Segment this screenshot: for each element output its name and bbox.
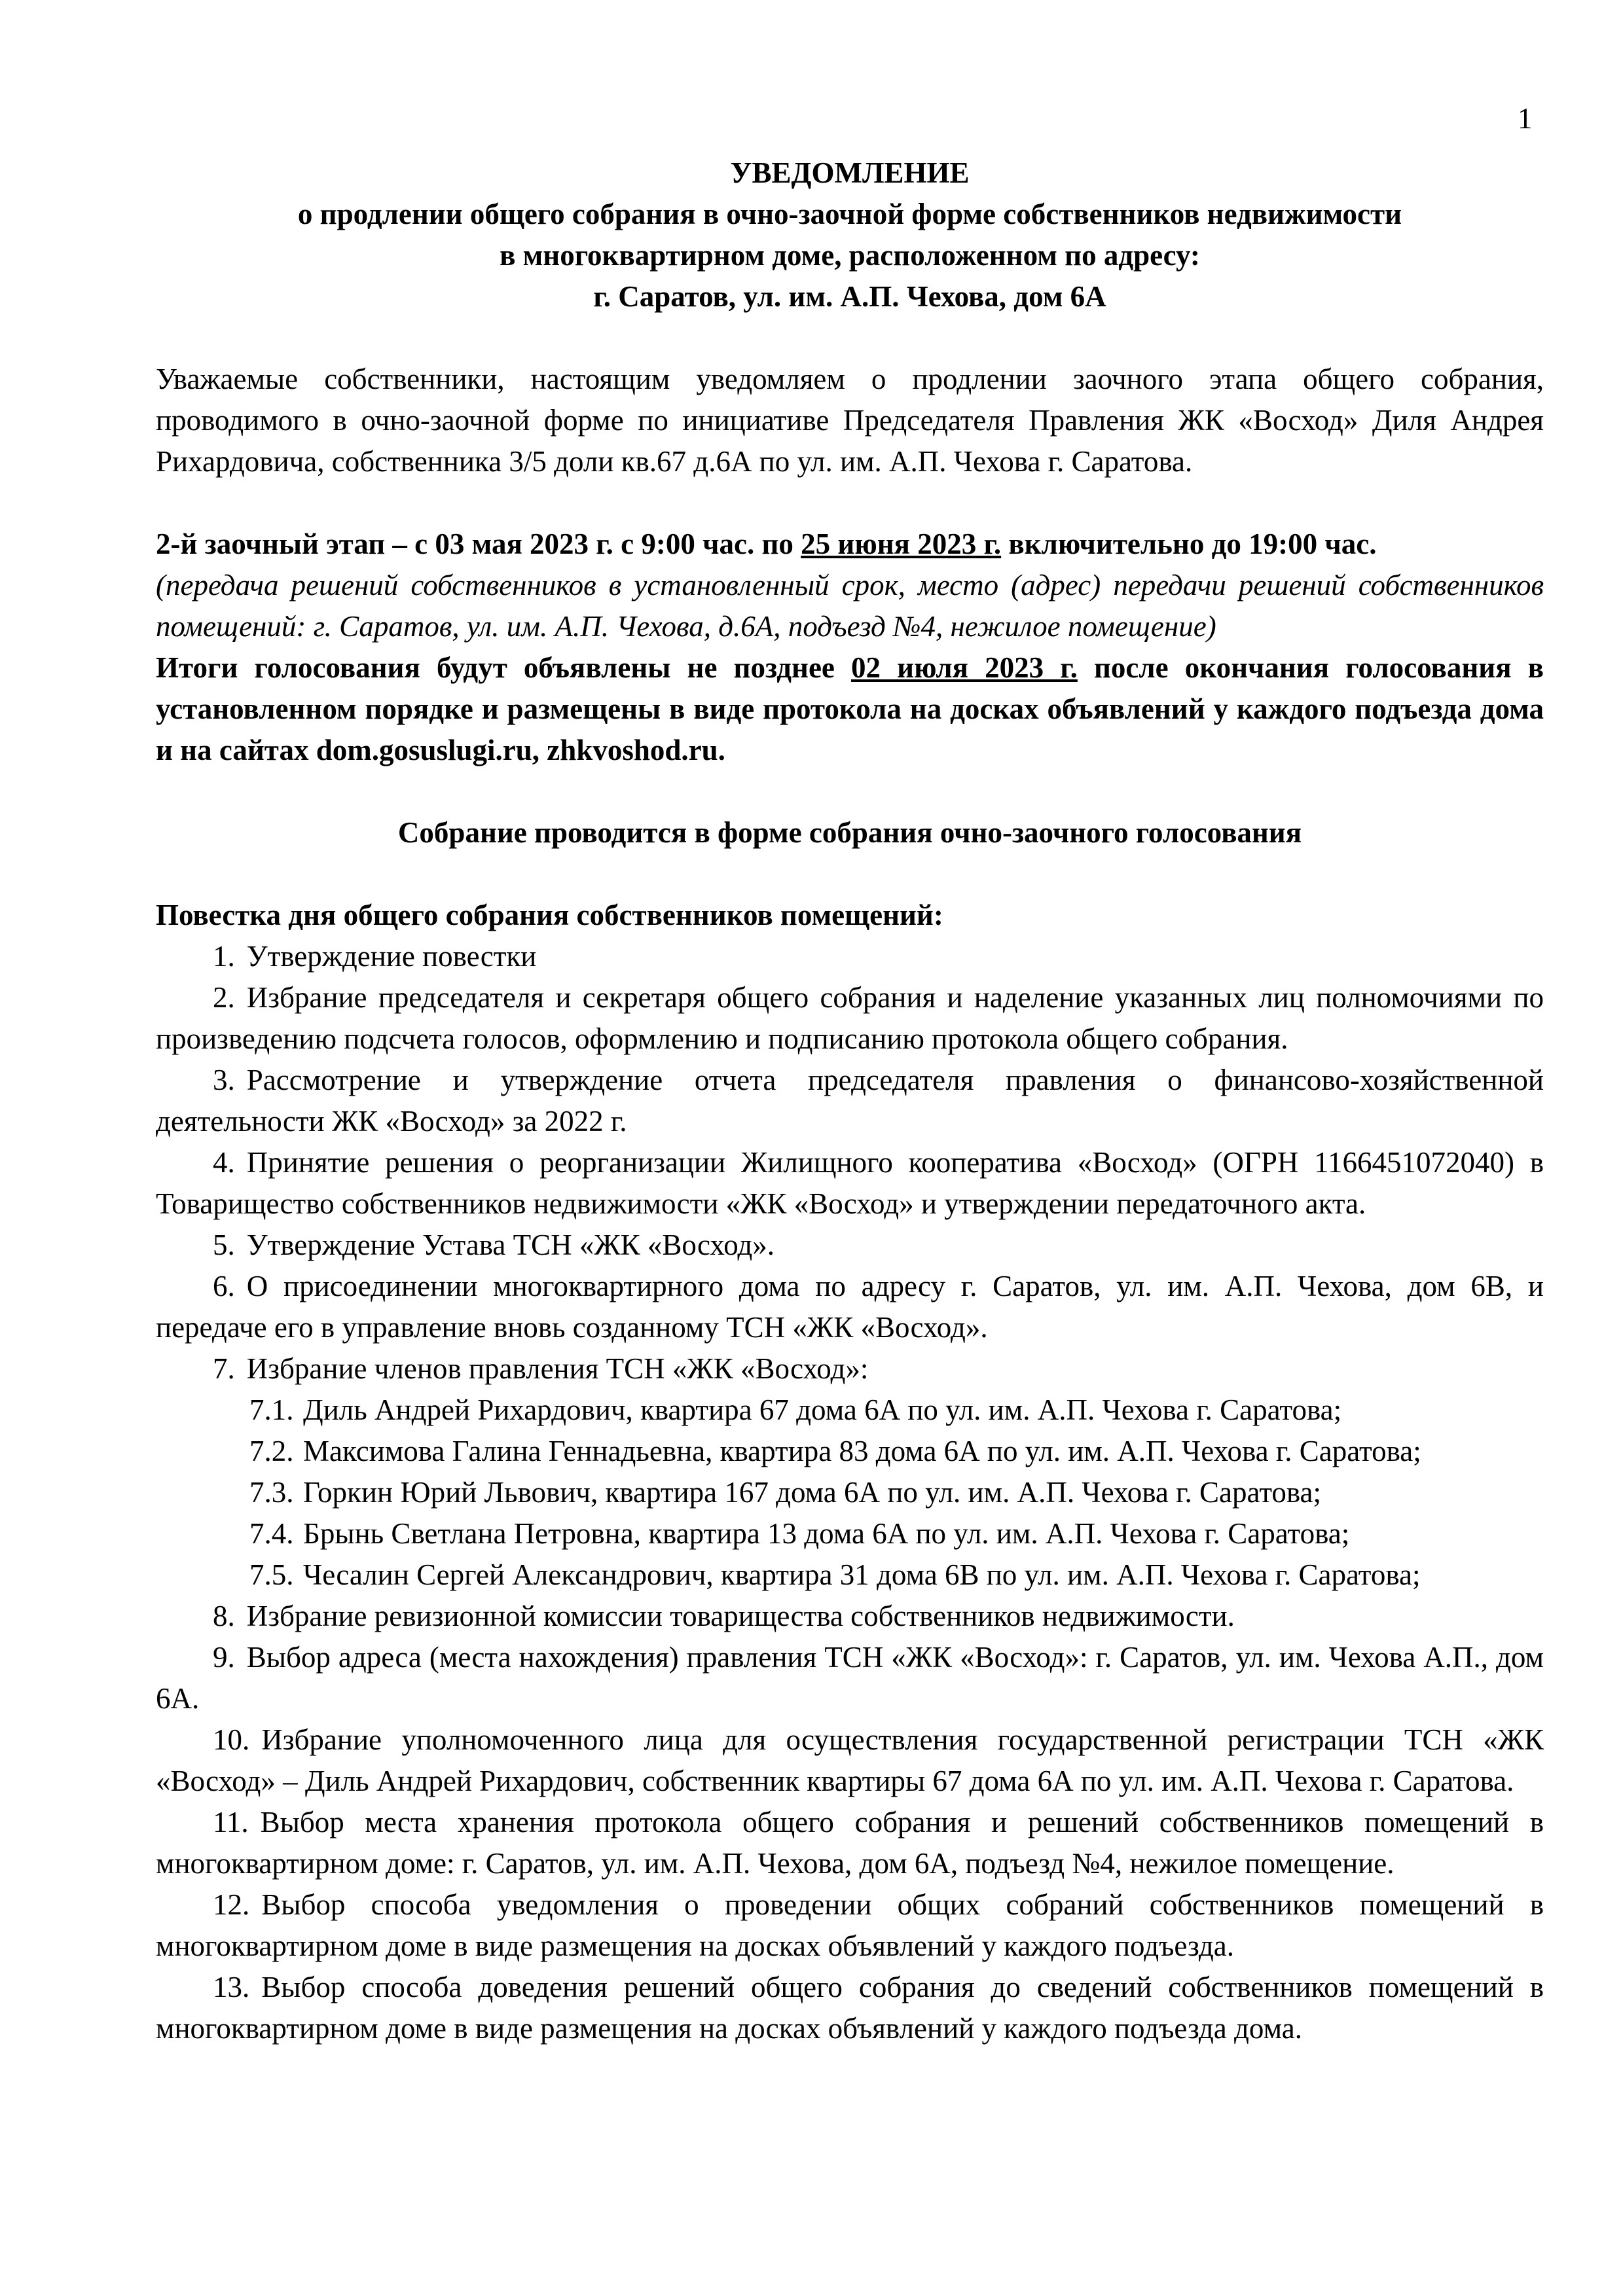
intro-paragraph: Уважаемые собственники, настоящим уведомляем о продлении заочного этапа общего собрания, проводимого в очно-заочной форме по инициативе Председателя Правления ЖК «Восход» Диля Андрея Рихардовича, собственника 3/5 доли кв.67 д.6А по ул. им. А.П. Чехова г. Саратова. (156, 363, 1544, 478)
stage-paragraph (156, 524, 1544, 565)
agenda-subitem-text: Максимова Галина Геннадьевна, квартира 83 дома 6А по ул. им. А.П. Чехова г. Саратова; (303, 1435, 1421, 1467)
agenda-subitem-text: Чесалин Сергей Александрович, квартира 31 дома 6В по ул. им. А.П. Чехова г. Саратова; (303, 1558, 1421, 1591)
stage-note: (передача решений собственников в установленный срок, место (адрес) передачи решений собственников помещений: г. Саратов, ул. им. А.П. Чехова, д.6А, подъезд №4, нежилое помещение) (156, 569, 1544, 643)
agenda-item-text: Выбор адреса (места нахождения) правления ТСН «ЖК «Восход»: г. Саратов, ул. им. Чехова А.П., дом 6А. (156, 1641, 1544, 1715)
agenda-item (156, 1719, 1544, 1802)
agenda-subitem (156, 1554, 1544, 1596)
stage-text-2: включительно до 19:00 час. (1001, 528, 1377, 560)
agenda-subitem-text: Брынь Светлана Петровна, квартира 13 дома 6А по ул. им. А.П. Чехова г. Саратова; (303, 1517, 1350, 1550)
agenda-item (156, 1348, 1544, 1390)
agenda-item-text: Выбор способа доведения решений общего собрания до сведений собственников помещений в многоквартирном доме в виде размещения на досках объявлений у каждого подъезда дома. (156, 1971, 1544, 2045)
agenda-item-number: 10. (213, 1723, 250, 1756)
title-line-1: УВЕДОМЛЕНИЕ (730, 156, 970, 189)
agenda-item (156, 1142, 1544, 1225)
agenda-item (156, 1266, 1544, 1348)
agenda-subitem-number: 7.4. (249, 1517, 294, 1550)
agenda-item (156, 1967, 1544, 2049)
agenda-item-text: Избрание уполномоченного лица для осуществления государственной регистрации ТСН «ЖК «Восход» – Диль Андрей Рихардович, собственник квартиры 67 дома 6А по ул. им. А.П. Чехова г. Саратова. (156, 1723, 1544, 1797)
agenda-item-number: 11. (213, 1806, 249, 1839)
agenda-item-number: 3. (213, 1064, 235, 1096)
form-heading: Собрание проводится в форме собрания очно-заочного голосования (397, 816, 1302, 849)
stage-text-1: 2-й заочный этап – с 03 мая 2023 г. с 9:00 час. по (156, 528, 801, 560)
results-date: 02 июля 2023 г. (851, 651, 1078, 684)
agenda-item-number: 13. (213, 1971, 250, 2003)
title-line-4: г. Саратов, ул. им. А.П. Чехова, дом 6А (593, 280, 1106, 313)
agenda-item (156, 936, 1544, 977)
agenda-subitem-text: Горкин Юрий Львович, квартира 167 дома 6А по ул. им. А.П. Чехова г. Саратова; (303, 1476, 1322, 1509)
agenda-subitem-number: 7.5. (249, 1558, 294, 1591)
agenda-subitem-number: 7.3. (249, 1476, 294, 1509)
agenda-item-text: Принятие решения о реорганизации Жилищного кооператива «Восход» (ОГРН 1166451072040) в Товарищество собственников недвижимости «ЖК «Восход» и утверждении передаточного акта. (156, 1146, 1544, 1220)
agenda-item-number: 2. (213, 981, 235, 1014)
agenda-item (156, 1060, 1544, 1142)
title-line-2: о продлении общего собрания в очно-заочной форме собственников недвижимости (297, 198, 1402, 230)
agenda-item (156, 977, 1544, 1060)
agenda-subitem-text: Диль Андрей Рихардович, квартира 67 дома 6А по ул. им. А.П. Чехова г. Саратова; (303, 1393, 1342, 1426)
agenda-list (156, 936, 1544, 2049)
agenda-item-number: 8. (213, 1600, 235, 1632)
agenda-subitem (156, 1513, 1544, 1554)
agenda-item-text: Избрание председателя и секретаря общего собрания и наделение указанных лиц полномочиями по произведению подсчета голосов, оформлению и подписанию протокола общего собрания. (156, 981, 1544, 1055)
agenda-item-text: О присоединении многоквартирного дома по адресу г. Саратов, ул. им. А.П. Чехова, дом 6В, и передаче его в управление вновь созданному ТСН «ЖК «Восход». (156, 1270, 1544, 1344)
stage-end-date: 25 июня 2023 г. (801, 528, 1002, 560)
agenda-subitem-number: 7.2. (249, 1435, 294, 1467)
results-paragraph (156, 647, 1544, 771)
agenda-item-text: Рассмотрение и утверждение отчета председателя правления о финансово-хозяйственной деятельности ЖК «Восход» за 2022 г. (156, 1064, 1544, 1138)
agenda-subitem (156, 1390, 1544, 1431)
agenda-item-number: 12. (213, 1888, 250, 1921)
agenda-item-text: Утверждение Устава ТСН «ЖК «Восход». (246, 1229, 775, 1261)
agenda-item (156, 1225, 1544, 1266)
agenda-item-text: Выбор способа уведомления о проведении общих собраний собственников помещений в многоквартирном доме в виде размещения на досках объявлений у каждого подъезда. (156, 1888, 1544, 1962)
agenda-item-number: 4. (213, 1146, 235, 1179)
agenda-subitem (156, 1472, 1544, 1513)
agenda-subitem (156, 1431, 1544, 1472)
agenda-item-number: 7. (213, 1352, 235, 1385)
agenda-item (156, 1637, 1544, 1719)
agenda-item-number: 6. (213, 1270, 235, 1302)
agenda-item (156, 1884, 1544, 1967)
document-title (156, 152, 1544, 317)
title-line-3: в многоквартирном доме, расположенном по адресу: (500, 239, 1200, 272)
agenda-item (156, 1596, 1544, 1637)
document-body (156, 152, 1544, 2049)
agenda-heading: Повестка дня общего собрания собственников помещений: (156, 899, 943, 931)
page-number: 1 (1518, 102, 1533, 135)
agenda-subitem-number: 7.1. (249, 1393, 294, 1426)
agenda-item-number: 1. (213, 940, 235, 973)
results-text-1: Итоги голосования будут объявлены не позднее (156, 651, 852, 684)
agenda-item-number: 9. (213, 1641, 235, 1674)
agenda-item-text: Избрание ревизионной комиссии товарищества собственников недвижимости. (246, 1600, 1235, 1632)
agenda-item (156, 1802, 1544, 1884)
agenda-item-text: Избрание членов правления ТСН «ЖК «Восход»: (246, 1352, 869, 1385)
agenda-item-text: Утверждение повестки (246, 940, 537, 973)
agenda-item-number: 5. (213, 1229, 235, 1261)
agenda-item-text: Выбор места хранения протокола общего собрания и решений собственников помещений в многоквартирном доме: г. Саратов, ул. им. А.П. Чехова, дом 6А, подъезд №4, нежилое помещение. (156, 1806, 1544, 1880)
results-text-2: после окончания голосования в установленном порядке и размещены в виде протокола на досках объявлений у каждого подъезда дома и на сайтах dom.gosuslugi.ru, zhkvoshod.ru. (156, 651, 1544, 766)
